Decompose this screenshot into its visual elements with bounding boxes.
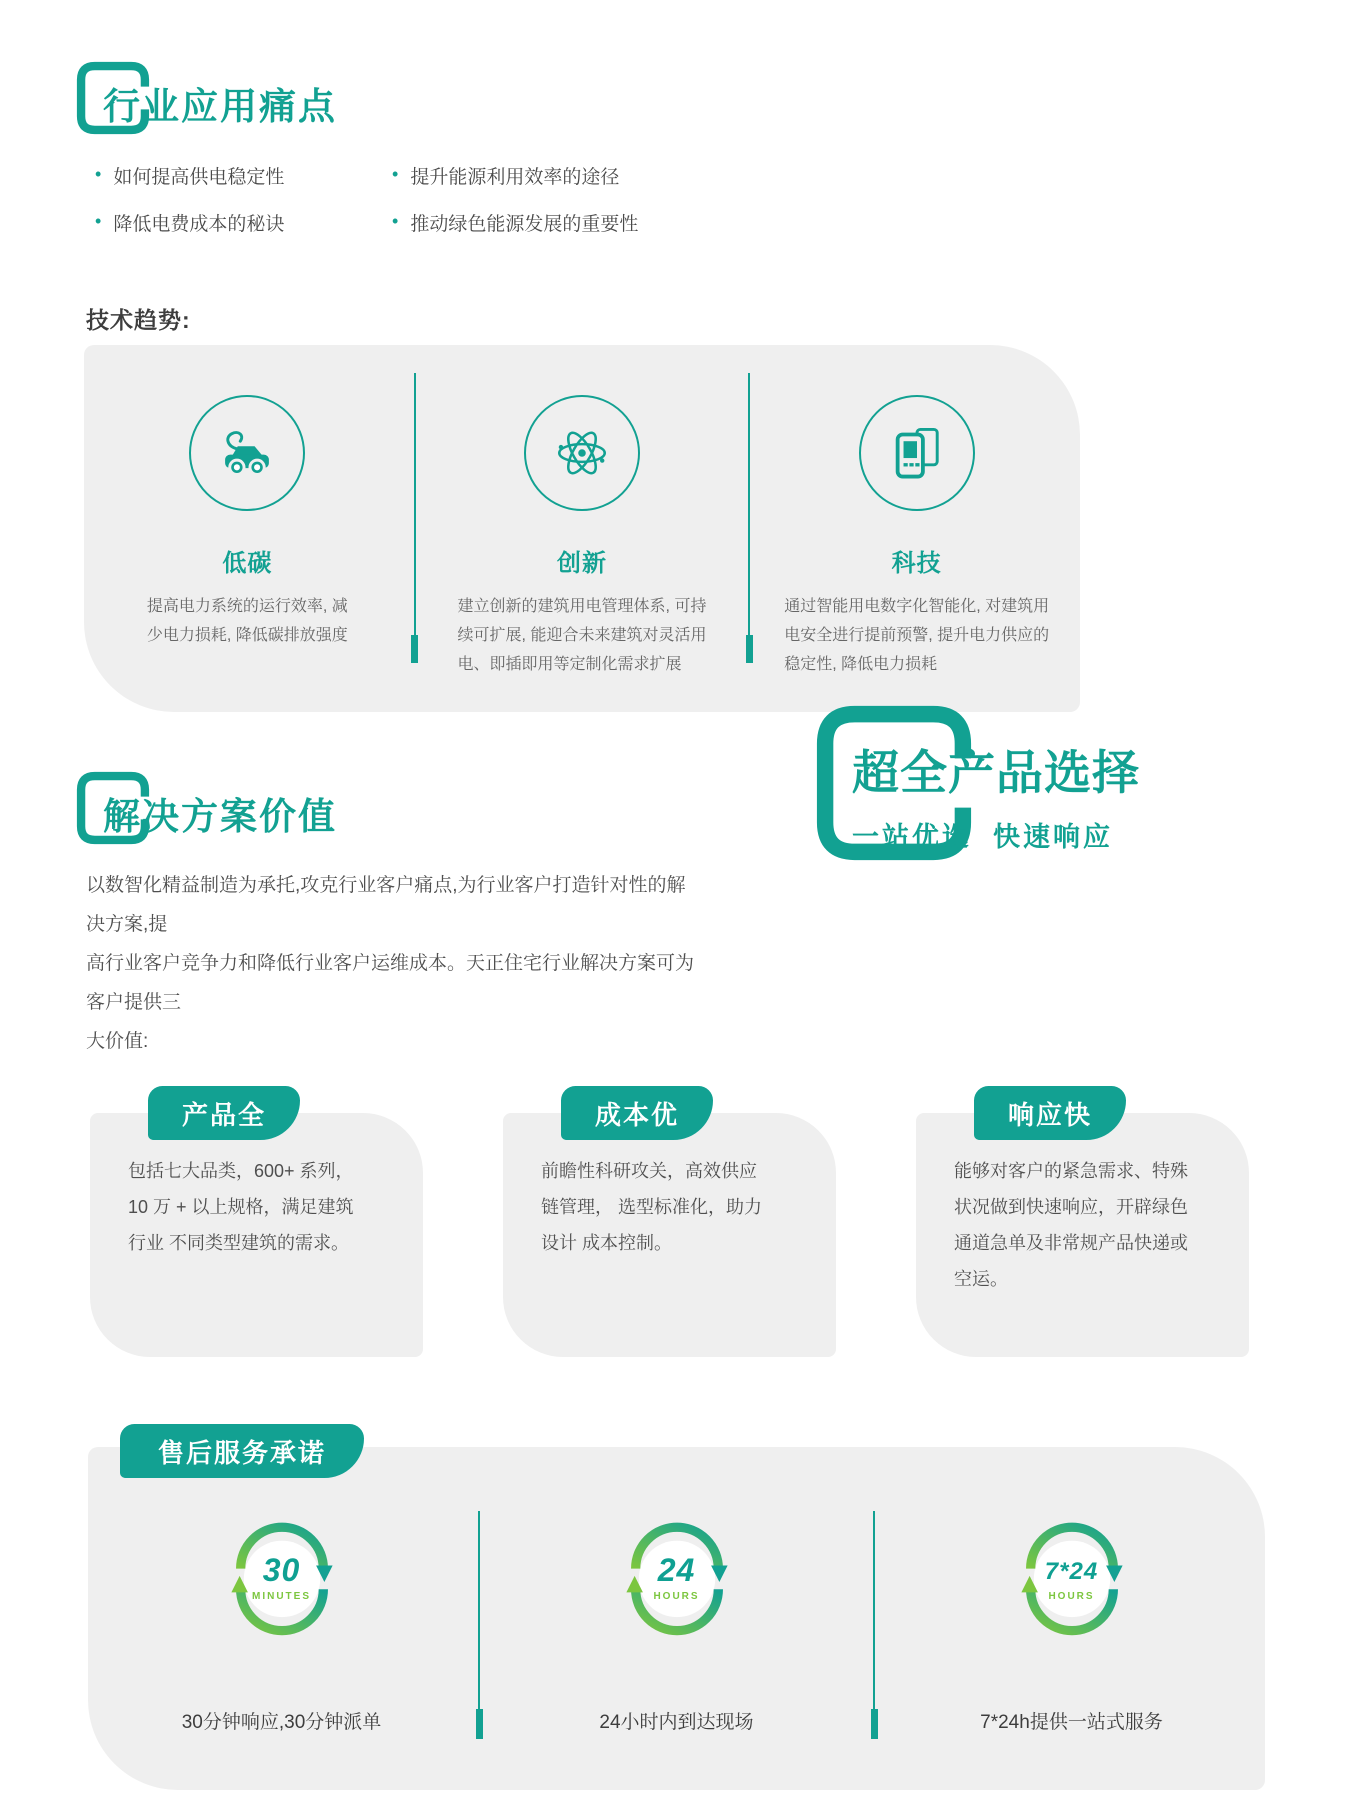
service-unit: MINUTES: [252, 1591, 311, 1602]
trends-label: 技术趋势:: [86, 307, 191, 333]
badge-subtitle: 一站优选 快速响应: [852, 822, 1114, 852]
bullet-text: 如何提高供电稳定性: [113, 167, 285, 188]
service-caption: 30分钟响应,30分钟派单: [181, 1712, 382, 1733]
solution-value-paragraph: 以数智化精益制造为承托,攻克行业客户痛点,为行业客户打造针对性的解决方案,提 高行业客户竞争力和降低行业客户运维成本。天正住宅行业解决方案可为客户提供三 大价值:: [86, 875, 695, 1052]
trend-title: 科技: [891, 550, 942, 577]
trend-description: 建立创新的建筑用电管理体系, 可持 续可扩展, 能迎合未来建筑对灵活用 电、即插即用等定制化需求扩展: [457, 598, 707, 673]
pain-points-list: [95, 162, 638, 236]
value-card-response: [916, 1099, 1249, 1357]
service-number: 24: [657, 1552, 696, 1588]
service-unit: HOURS: [1048, 1591, 1095, 1602]
bullet-dot-icon: •: [95, 164, 102, 184]
trend-description: 通过智能用电数字化智能化, 对建筑用 电安全进行提前预警, 提升电力供应的 稳定性, 降低电力损耗: [784, 598, 1050, 673]
service-number: 30: [262, 1552, 301, 1588]
value-card-products: [90, 1099, 423, 1357]
section-pain-points-heading: [75, 56, 337, 130]
bullet-dot-icon: •: [95, 211, 102, 231]
divider-line: [748, 373, 750, 635]
smart-devices-icon: [885, 421, 949, 485]
cycle-arrows-30min-icon: [220, 1519, 344, 1643]
icon-circle: [859, 395, 975, 511]
value-card-cost: [503, 1099, 836, 1357]
value-card-body: 前瞻性科研攻关，高效供应 链管理， 选型标准化，助力 设计 成本控制。: [541, 1161, 762, 1253]
divider-accent-bar: [746, 635, 753, 663]
badge-text: [852, 736, 1140, 854]
value-card-body: 能够对客户的紧急需求、特殊 状况做到快速响应，开辟绿色 通道急单及非常规产品快递或 空运。: [954, 1161, 1188, 1289]
section-title: 解决方案价值: [103, 796, 337, 837]
cycle-arrows-7x24-icon: [1010, 1519, 1134, 1643]
value-card-tab: 成本优: [561, 1086, 713, 1140]
service-card-24h: [483, 1447, 870, 1790]
pain-bullet: [392, 162, 638, 189]
vertical-divider: [745, 373, 753, 712]
icon-circle: [189, 395, 305, 511]
product-selection-badge: [812, 698, 1152, 876]
icon-circle: [524, 395, 640, 511]
service-unit: HOURS: [653, 1591, 700, 1602]
ev-car-icon: [215, 421, 279, 485]
trend-title: 创新: [557, 550, 607, 577]
value-card-tab: 产品全: [148, 1086, 300, 1140]
vertical-divider: [475, 1511, 483, 1790]
divider-accent-bar: [871, 1709, 878, 1739]
bullet-dot-icon: •: [392, 211, 399, 231]
service-caption: 7*24h提供一站式服务: [980, 1712, 1163, 1733]
section-solution-value-heading: [75, 766, 337, 840]
value-cards-row: [90, 1099, 1249, 1357]
cycle-arrows-24h-icon: [615, 1519, 739, 1643]
section-title: 行业应用痛点: [103, 86, 337, 127]
bullet-text: 推动绿色能源发展的重要性: [410, 214, 639, 235]
divider-accent-bar: [476, 1709, 483, 1739]
trends-panel: [84, 345, 1080, 712]
vertical-divider: [411, 373, 419, 712]
value-card-body: 包括七大品类，600+ 系列， 10 万 + 以上规格，满足建筑 行业 不同类型建筑的需求。: [128, 1161, 354, 1253]
bullet-text: 降低电费成本的秘诀: [113, 214, 285, 235]
trend-title: 低碳: [222, 550, 273, 577]
trend-card-technology: [753, 345, 1080, 712]
bullet-text: 提升能源利用效率的途径: [410, 167, 620, 188]
trend-card-low-carbon: [84, 345, 411, 712]
service-panel: [88, 1447, 1265, 1790]
service-caption: 24小时内到达现场: [599, 1712, 754, 1733]
service-card-30min: [88, 1447, 475, 1790]
divider-line: [873, 1511, 875, 1709]
divider-accent-bar: [411, 635, 418, 663]
divider-line: [478, 1511, 480, 1709]
bullet-dot-icon: •: [392, 164, 399, 184]
trend-card-innovation: [419, 345, 746, 712]
atom-icon: [550, 421, 614, 485]
service-card-7x24: [878, 1447, 1265, 1790]
value-card-tab: 响应快: [974, 1086, 1126, 1140]
divider-line: [414, 373, 416, 635]
trend-description: 提高电力系统的运行效率, 减 少电力损耗, 降低碳排放强度: [146, 598, 348, 644]
pain-bullet: [95, 209, 392, 236]
badge-title: 超全产品选择: [852, 746, 1140, 799]
service-number: 7*24: [1044, 1558, 1099, 1585]
service-section-tab: 售后服务承诺: [120, 1424, 364, 1478]
pain-bullet: [95, 162, 392, 189]
vertical-divider: [870, 1511, 878, 1790]
pain-bullet: [392, 209, 638, 236]
